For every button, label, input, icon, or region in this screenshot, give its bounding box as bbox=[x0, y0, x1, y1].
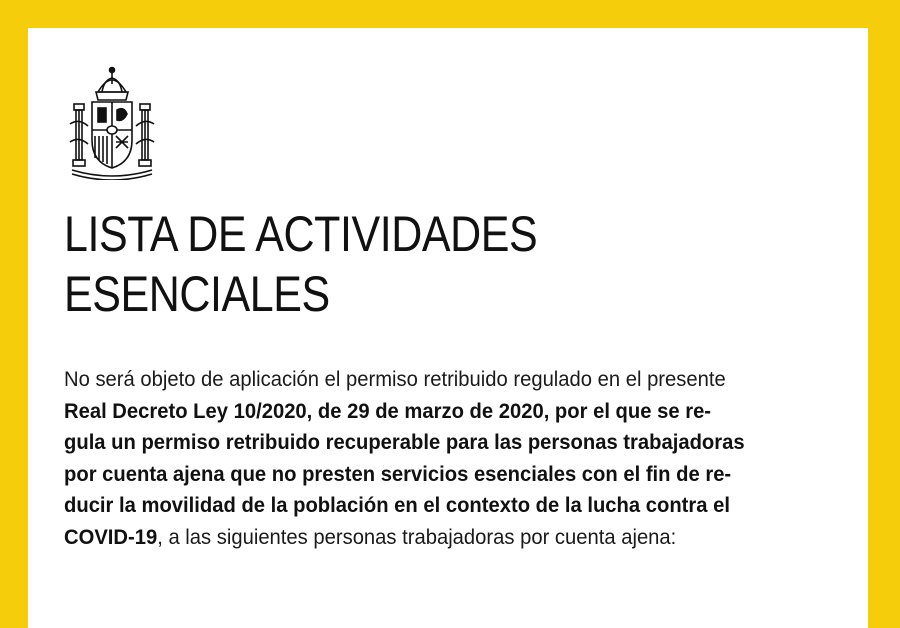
intro-line-4: por cuenta ajena que no presten servicios esenciales con el fin de re- bbox=[64, 461, 732, 486]
coat-of-arms-icon bbox=[68, 64, 156, 180]
title-line-1: LISTA DE ACTIVIDADES bbox=[64, 206, 538, 262]
intro-line-2: Real Decreto Ley 10/2020, de 29 de marzo de 2020, por el que se re- bbox=[64, 398, 712, 423]
title-line-2: ESENCIALES bbox=[64, 266, 330, 322]
intro-line-1: No será objeto de aplicación el permiso retribuido regulado en el presente bbox=[64, 367, 726, 391]
intro-line-5: ducir la movilidad de la población en el contexto de la lucha contra el bbox=[64, 493, 730, 517]
document-page bbox=[28, 28, 868, 628]
intro-paragraph bbox=[64, 364, 750, 553]
intro-line-6-bold: COVID-19 bbox=[64, 524, 158, 549]
intro-line-3: gula un permiso retribuido recuperable para las personas trabajadoras bbox=[64, 430, 745, 454]
page-title bbox=[64, 204, 537, 324]
intro-line-6-rest: , a las siguientes personas trabajadoras por cuenta ajena: bbox=[157, 524, 677, 549]
